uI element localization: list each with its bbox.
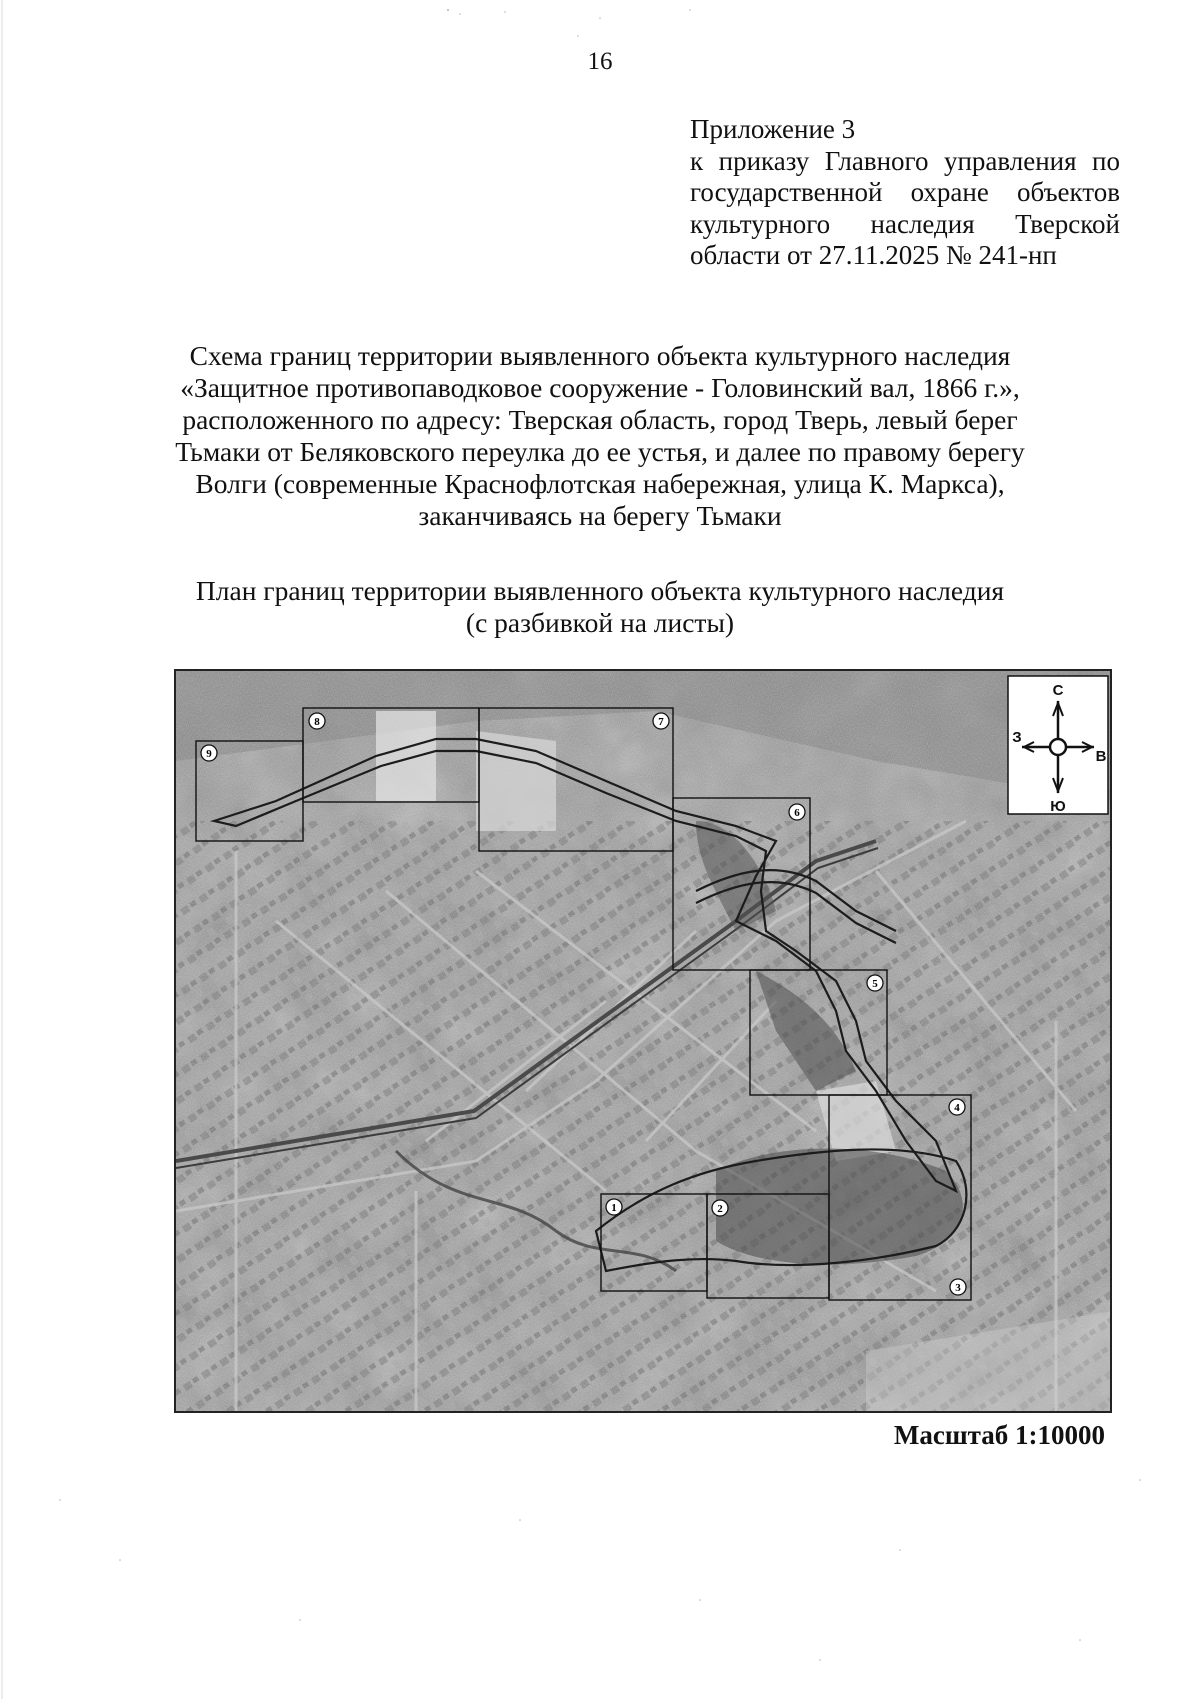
svg-text:6: 6	[794, 807, 800, 819]
sheet-5-marker	[867, 975, 883, 991]
compass-south-label: Ю	[1050, 798, 1066, 815]
svg-text:7: 7	[658, 716, 664, 728]
map-scale: Масштаб 1:10000	[893, 1420, 1105, 1450]
compass-north-label: С	[1052, 682, 1064, 699]
svg-text:2: 2	[717, 1203, 723, 1215]
sheet-1-marker	[606, 1199, 622, 1215]
sheet-4-marker	[949, 1099, 965, 1115]
appendix-line: государственной охране объектов	[690, 177, 1120, 207]
appendix-block	[690, 114, 1120, 272]
svg-text:4: 4	[954, 1102, 960, 1114]
plan-title	[120, 575, 1080, 639]
scheme-title-line: Схема границ территории выявленного объекта культурного наследия	[189, 340, 1011, 371]
aerial-map	[176, 671, 1112, 1413]
sheet-8-marker	[309, 713, 325, 729]
scheme-title-line: Тьмаки от Беляковского переулка до ее устья, и далее по правому берегу	[175, 436, 1025, 467]
map	[174, 669, 1112, 1413]
appendix-title: Приложение 3	[690, 114, 856, 144]
svg-text:9: 9	[206, 748, 212, 760]
svg-text:5: 5	[872, 978, 878, 990]
scheme-title-line: заканчиваясь на берегу Тьмаки	[418, 500, 782, 531]
appendix-line: к приказу Главного управления по	[690, 145, 1120, 176]
sheet-7-marker	[653, 713, 669, 729]
scheme-title-line: Волги (современные Краснофлотская набережная, улица К. Маркса),	[195, 468, 1005, 499]
compass-east-label: В	[1095, 748, 1107, 765]
sheet-3-marker	[950, 1279, 966, 1295]
plan-title-line: План границ территории выявленного объекта культурного наследия	[195, 575, 1005, 606]
appendix-line: культурного наследия Тверской	[690, 208, 1120, 239]
sheet-2-marker	[712, 1200, 728, 1216]
svg-text:3: 3	[955, 1282, 961, 1294]
svg-text:1: 1	[611, 1202, 617, 1214]
scheme-title	[120, 340, 1080, 532]
compass-west-label: З	[1012, 729, 1022, 746]
appendix-line: области от 27.11.2025 № 241-нп	[690, 240, 1057, 270]
scheme-title-line: «Защитное противопаводковое сооружение - Головинский вал, 1866 г.»,	[180, 372, 1020, 403]
sheet-9-marker	[201, 745, 217, 761]
page-number: 16	[587, 48, 613, 75]
sheet-6-marker	[789, 804, 805, 820]
plan-title-line: (с разбивкой на листы)	[465, 607, 735, 638]
compass-rose	[1008, 676, 1108, 815]
svg-text:8: 8	[314, 716, 320, 728]
scheme-title-line: расположенного по адресу: Тверская область, город Тверь, левый берег	[182, 404, 1018, 435]
compass-center-icon	[1050, 739, 1066, 755]
